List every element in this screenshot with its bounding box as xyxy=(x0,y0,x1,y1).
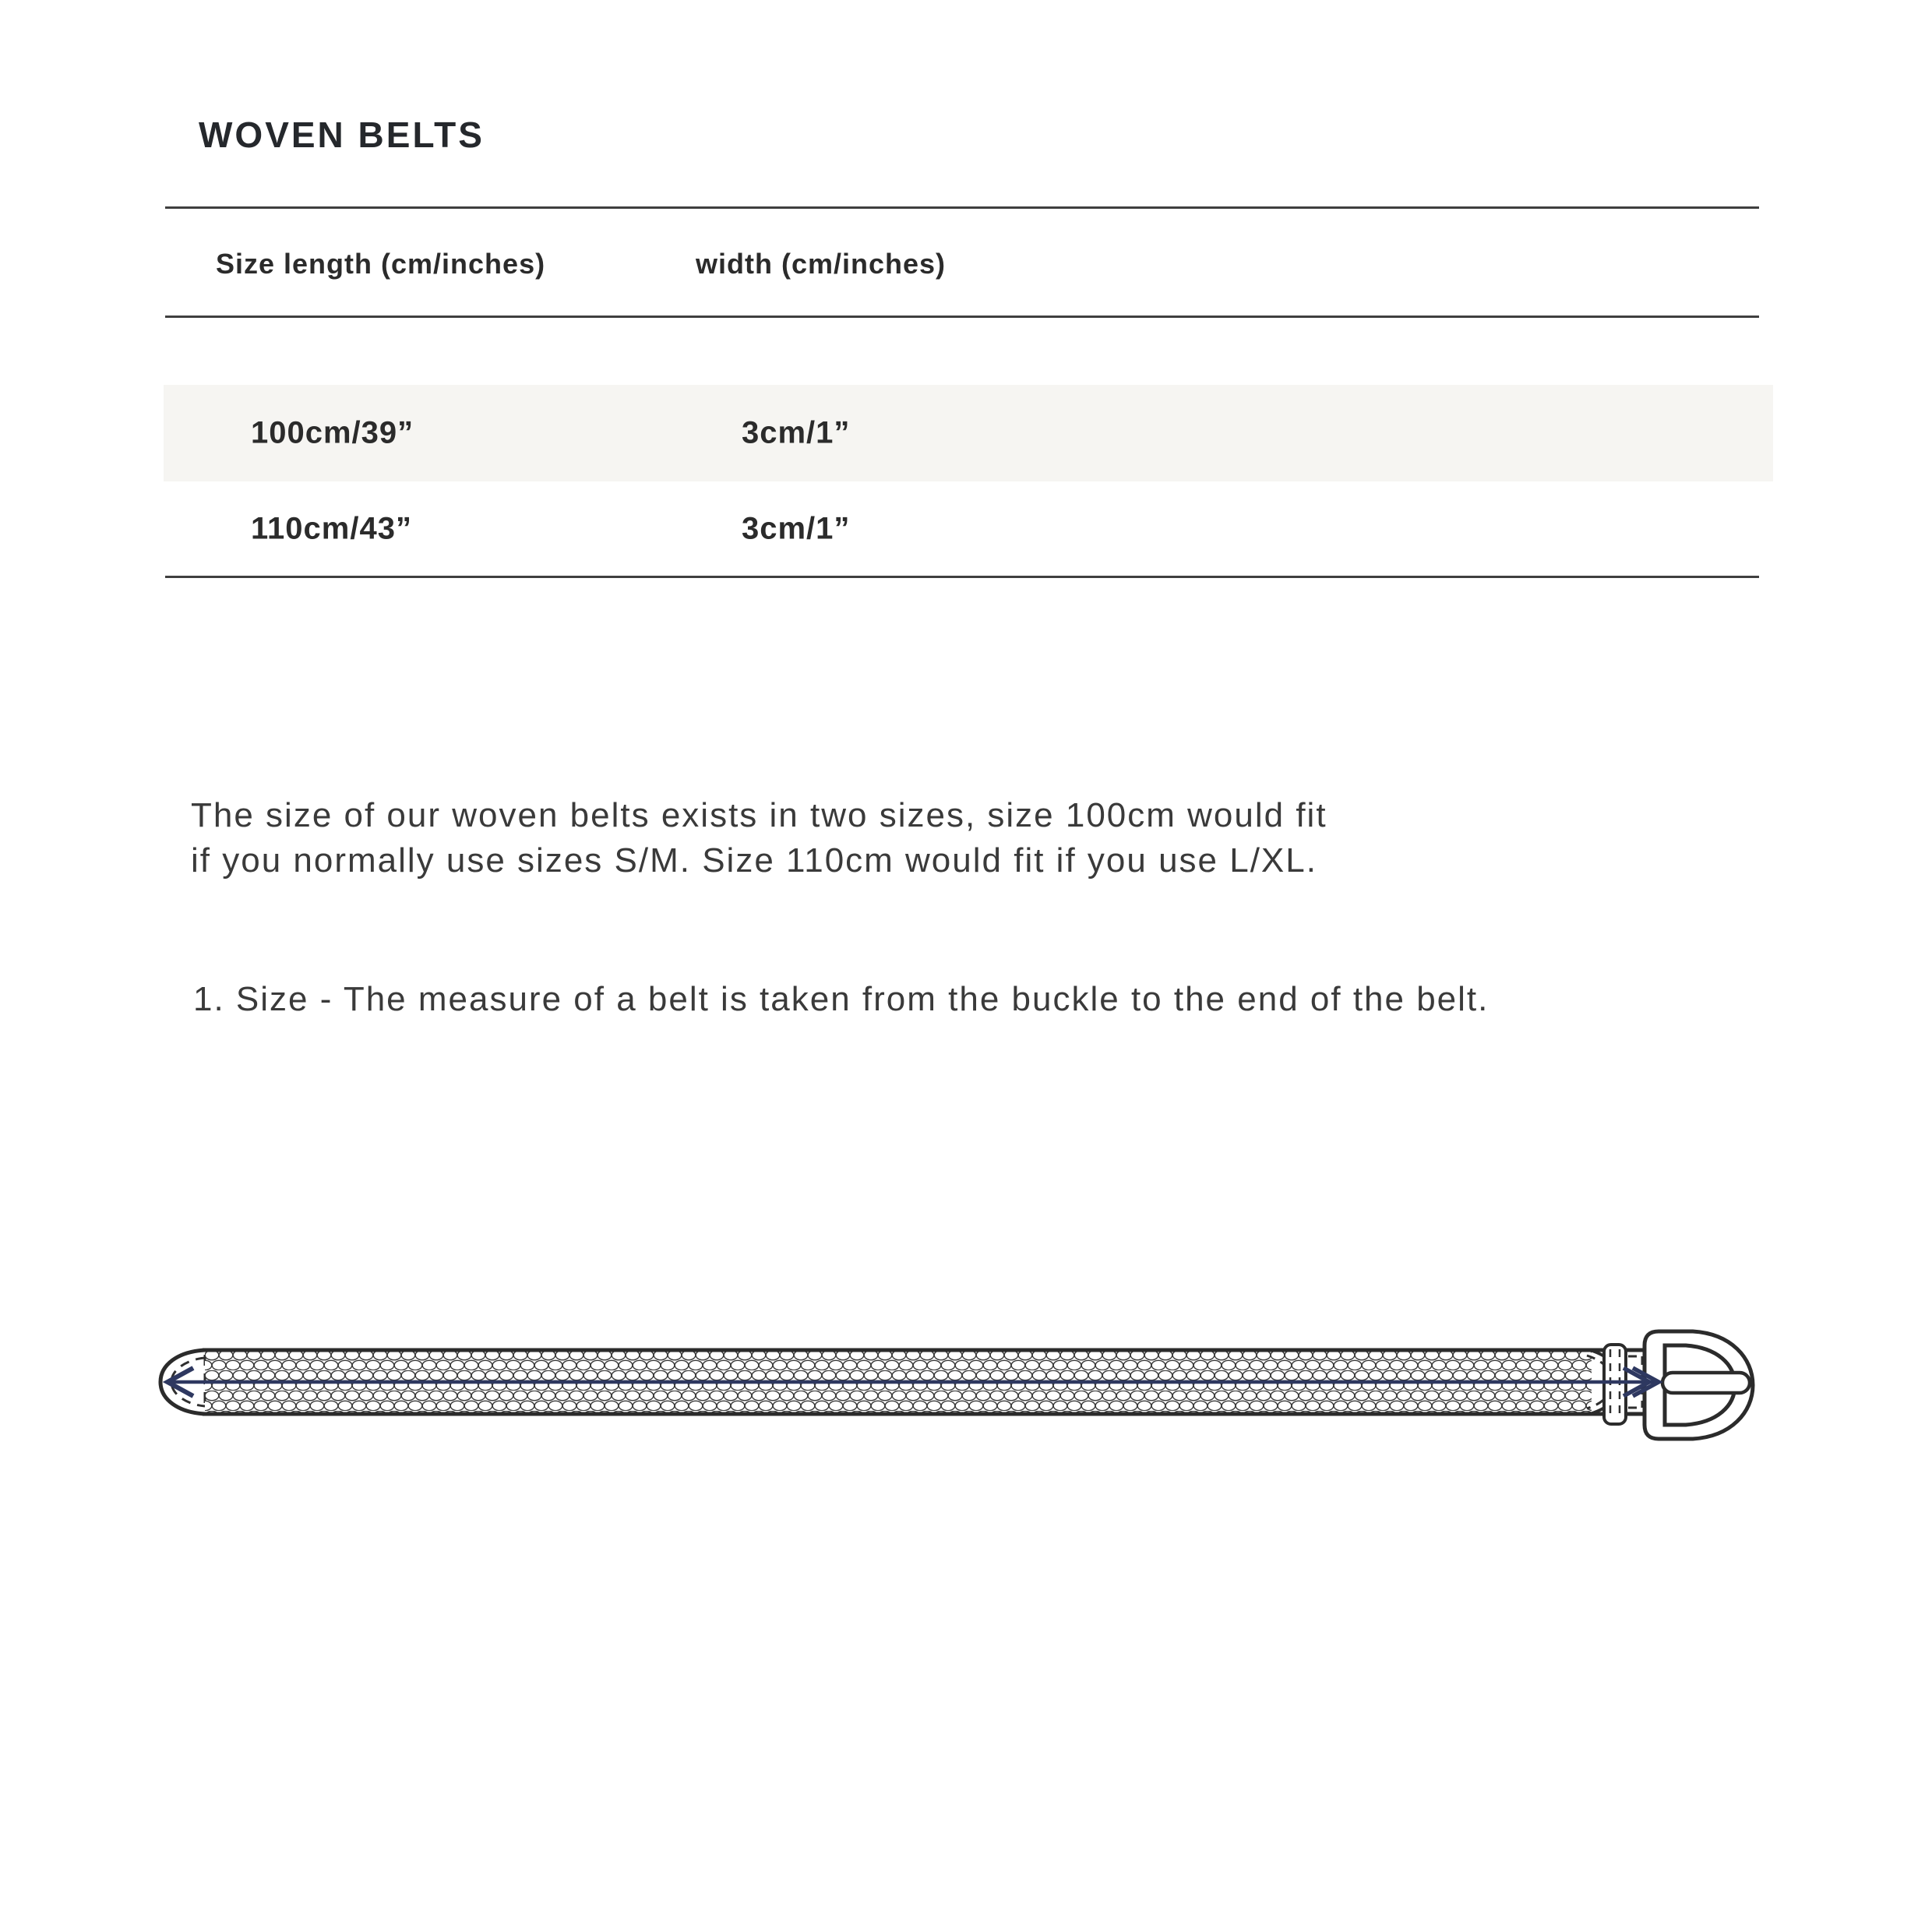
size-description-line1: The size of our woven belts exists in two sizes, size 100cm would fit xyxy=(191,796,1327,834)
table-top-rule xyxy=(165,206,1759,209)
table-row xyxy=(164,385,1773,481)
belt-keeper-loop xyxy=(1604,1345,1626,1424)
col-header-width: width (cm/inches) xyxy=(696,248,947,280)
table-header-rule xyxy=(165,316,1759,318)
size-description xyxy=(191,793,1327,883)
size-length-value: 100cm/39” xyxy=(251,415,414,450)
table-bottom-rule xyxy=(165,576,1759,578)
page-title: WOVEN BELTS xyxy=(199,115,485,155)
size-description-line2: if you normally use sizes S/M. Size 110cm would fit if you use L/XL. xyxy=(191,841,1317,880)
table-header-row xyxy=(0,248,1932,288)
belt-measurement-diagram xyxy=(148,1313,1768,1453)
buckle-prong xyxy=(1662,1373,1750,1393)
table-row xyxy=(164,481,1773,576)
measure-note: 1. Size - The measure of a belt is taken from the buckle to the end of the belt. xyxy=(193,980,1490,1018)
width-value: 3cm/1” xyxy=(742,511,851,545)
col-header-size-length: Size length (cm/inches) xyxy=(216,248,546,280)
size-length-value: 110cm/43” xyxy=(251,511,412,545)
width-value: 3cm/1” xyxy=(742,415,851,450)
